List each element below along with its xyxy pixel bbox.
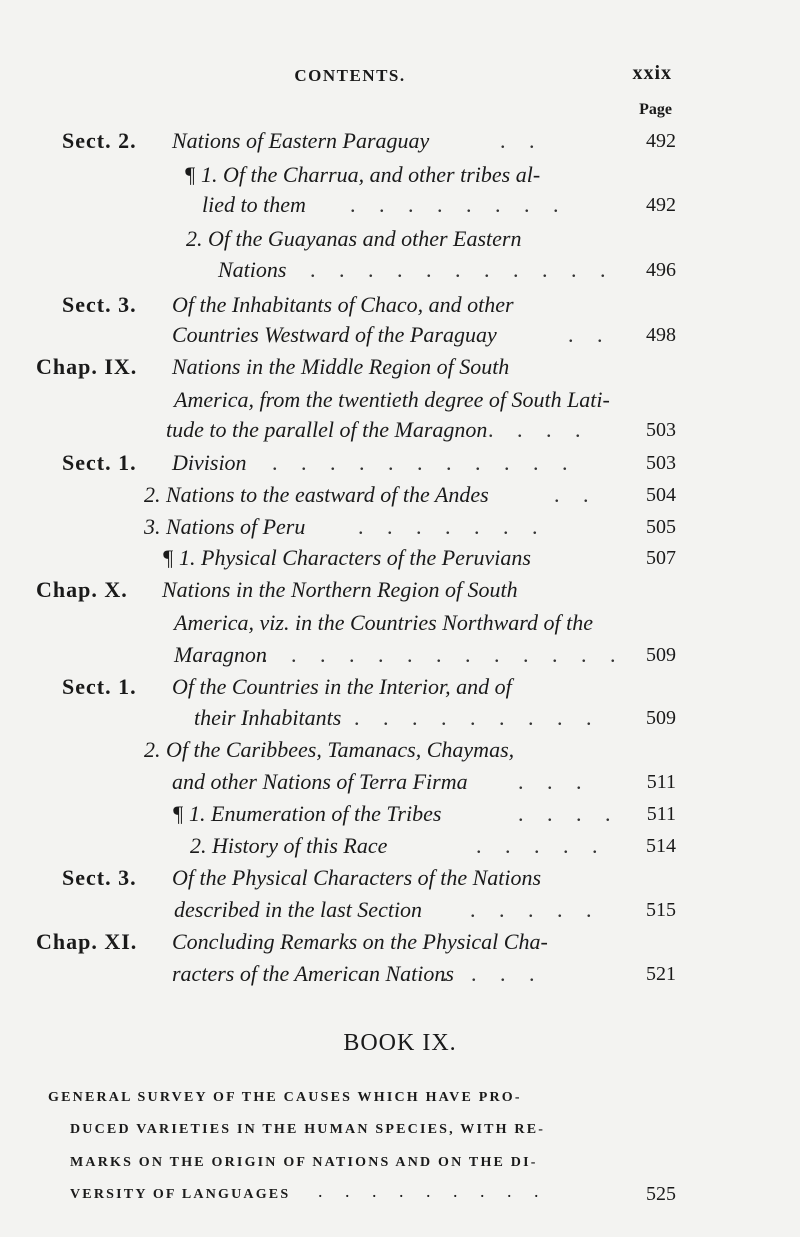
book-summary-text: VERSITY OF LANGUAGES <box>70 1187 291 1202</box>
leader-dots: . . . . . . . . . . . <box>310 257 615 282</box>
leader-dots: . . <box>500 128 544 153</box>
toc-entry <box>0 188 800 222</box>
book-summary-line <box>0 1181 800 1219</box>
entry-title: America, from the twentieth degree of South Lati- <box>174 387 610 412</box>
toc-entry <box>0 222 800 256</box>
entry-title: 2. Nations to the eastward of the Andes <box>144 482 489 507</box>
leader-dots: . . . . . . . . . <box>318 1181 548 1201</box>
toc-entry <box>0 253 800 287</box>
page-column-label: Page <box>639 101 672 118</box>
entry-title: Of the Countries in the Interior, and of <box>172 674 512 699</box>
page-ref: 515 <box>646 899 676 921</box>
toc-entry <box>0 797 800 831</box>
entry-title: Nations of Eastern Paraguay <box>172 128 430 153</box>
page-ref: 511 <box>646 771 676 793</box>
leader-dots: . . . . . . . . <box>350 192 568 217</box>
leader-dots: . . . <box>518 769 591 794</box>
leader-dots: . . . . . <box>470 897 601 922</box>
toc-entry <box>0 541 800 575</box>
leader-dots: . . <box>554 482 598 507</box>
entry-title: ¶ 1. Enumeration of the Tribes <box>172 801 442 826</box>
book-summary-text: MARKS ON THE ORIGIN OF NATIONS AND ON THE DI- <box>70 1155 538 1170</box>
toc-entry <box>0 350 800 384</box>
page-ref: 503 <box>646 452 676 474</box>
toc-entry <box>0 957 800 991</box>
entry-title: tude to the parallel of the Maragnon <box>166 417 488 442</box>
page-ref: 509 <box>646 644 676 666</box>
toc-entry <box>0 893 800 927</box>
entry-label: Chap. IX. <box>36 354 138 379</box>
leader-dots: . . <box>568 322 612 347</box>
toc-entry <box>0 670 800 704</box>
toc-entry <box>0 638 800 672</box>
leader-dots: . . . . <box>518 801 620 826</box>
entry-title: Division <box>172 450 247 475</box>
entry-title: America, viz. in the Countries Northward of the <box>174 610 593 635</box>
leader-dots: . . . . . . . . . . . . . <box>262 642 625 667</box>
page-ref: 505 <box>646 516 676 538</box>
page-ref: 498 <box>646 324 676 346</box>
entry-title: ¶ 1. Of the Charrua, and other tribes al- <box>184 162 541 187</box>
entry-title: ¶ 1. Physical Characters of the Peruvians <box>162 545 531 570</box>
page-ref: 503 <box>646 419 676 441</box>
leader-dots: . . . . . <box>476 833 607 858</box>
page-title: CONTENTS. <box>294 66 406 85</box>
entry-label: Sect. 3. <box>62 292 137 317</box>
toc-entry <box>0 925 800 959</box>
entry-title: Of the Physical Characters of the Nations <box>172 865 542 890</box>
entry-title: racters of the American Nations <box>172 961 454 986</box>
book-heading: BOOK IX. <box>343 1030 457 1056</box>
toc-entry <box>0 701 800 735</box>
toc-entry <box>0 478 800 512</box>
page-number: xxix <box>632 62 672 84</box>
book-summary-line <box>0 1122 800 1154</box>
entry-label: Sect. 2. <box>62 128 137 153</box>
toc-entry <box>0 510 800 544</box>
entry-title: described in the last Section <box>174 897 423 922</box>
entry-title: Nations <box>218 257 287 282</box>
toc-entry <box>0 318 800 352</box>
leader-dots: . . . . . . . <box>358 514 547 539</box>
book-summary-line <box>0 1090 800 1122</box>
toc-entry <box>0 765 800 799</box>
leader-dots: . . . . <box>442 961 544 986</box>
entry-title: Nations in the Northern Region of South <box>162 577 518 602</box>
page-ref: 521 <box>646 963 676 985</box>
entry-label: Sect. 3. <box>62 865 137 890</box>
page-ref: 507 <box>646 547 676 569</box>
toc-entry <box>0 383 800 417</box>
page-ref: 492 <box>646 130 676 152</box>
leader-dots: . . . . . . . . . . . <box>272 450 577 475</box>
entry-title: Countries Westward of the Paraguay <box>172 322 497 347</box>
toc-entry <box>0 573 800 607</box>
toc-entry <box>0 446 800 480</box>
entry-title: Of the Inhabitants of Chaco, and other <box>172 292 514 317</box>
toc-entry <box>0 158 800 192</box>
page-ref: 504 <box>646 484 676 506</box>
toc-entry <box>0 288 800 322</box>
entry-label: Chap. XI. <box>36 929 138 954</box>
page-ref: 514 <box>646 835 676 857</box>
entry-title: 3. Nations of Peru <box>144 514 306 539</box>
entry-title: their Inhabitants <box>194 705 342 730</box>
toc-entry <box>0 413 800 447</box>
toc-entry <box>0 606 800 640</box>
page-ref: 509 <box>646 707 676 729</box>
page-ref: 496 <box>646 259 676 281</box>
entry-label: Chap. X. <box>36 577 128 602</box>
toc-entry <box>0 124 800 158</box>
leader-dots: . . . . <box>488 417 590 442</box>
page-ref: 492 <box>646 194 676 216</box>
book-summary-text: GENERAL SURVEY OF THE CAUSES WHICH HAVE PRO- <box>48 1090 522 1105</box>
entry-title: 2. History of this Race <box>190 833 388 858</box>
leader-dots: . . . . . . . . . <box>354 705 601 730</box>
toc-entry <box>0 829 800 863</box>
page-ref: 525 <box>646 1183 676 1205</box>
entry-title: Maragnon <box>174 642 267 667</box>
entry-title: 2. Of the Guayanas and other Eastern <box>186 226 522 251</box>
entry-title: Concluding Remarks on the Physical Cha- <box>172 929 548 954</box>
entry-title: 2. Of the Caribbees, Tamanacs, Chaymas, <box>144 737 515 762</box>
page-ref: 511 <box>646 803 676 825</box>
entry-label: Sect. 1. <box>62 450 137 475</box>
entry-title: lied to them <box>202 192 306 217</box>
toc-entry <box>0 861 800 895</box>
entry-title: Nations in the Middle Region of South <box>172 354 510 379</box>
entry-label: Sect. 1. <box>62 674 137 699</box>
book-summary-text: DUCED VARIETIES IN THE HUMAN SPECIES, WITH RE- <box>70 1122 546 1137</box>
entry-title: and other Nations of Terra Firma <box>172 769 468 794</box>
toc-entry <box>0 733 800 767</box>
